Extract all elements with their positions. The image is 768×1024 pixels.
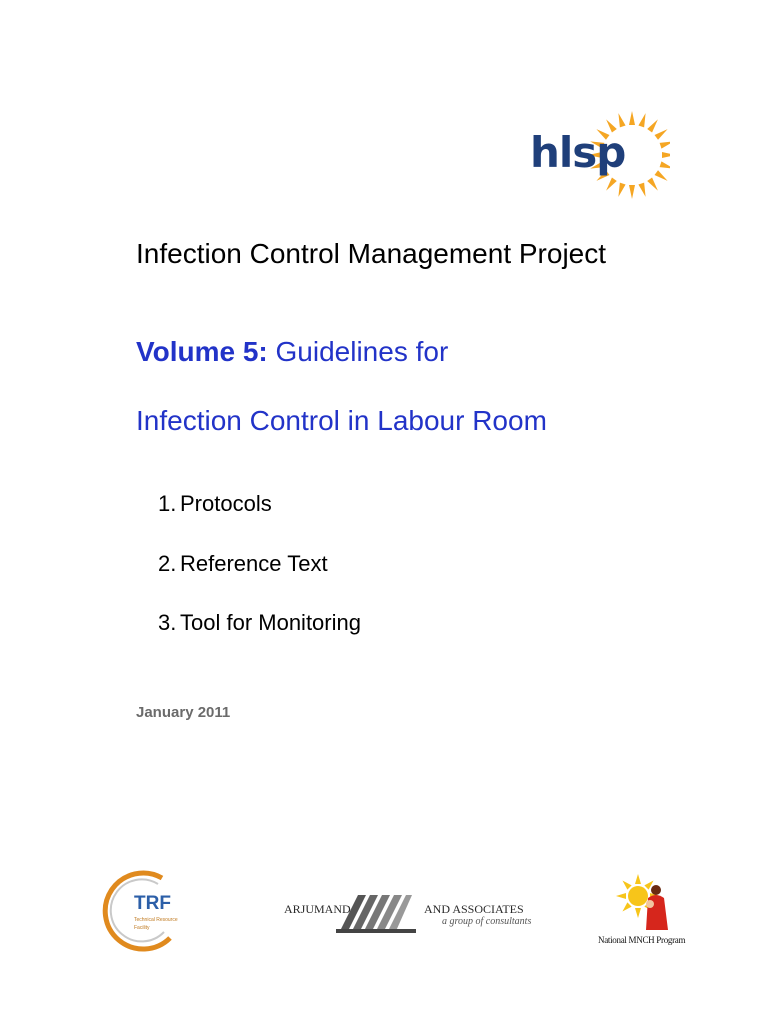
hlsp-logo-text: hlsp [530, 128, 626, 177]
list-item-label: Protocols [180, 491, 272, 516]
trf-logo-subtext: Facility [134, 925, 150, 931]
list-item [158, 551, 328, 577]
mnch-logo-text: National MNCH Program [598, 935, 686, 945]
list-item-number: 3. [158, 610, 177, 635]
volume-label: Volume 5: [136, 336, 268, 367]
arjumand-logo-name: AND ASSOCIATES [424, 902, 524, 916]
publication-date: January 2011 [136, 704, 231, 721]
trf-logo-subtext: Technical Resource [134, 917, 178, 923]
volume-heading [136, 336, 448, 368]
list-item [158, 610, 361, 636]
list-item-label: Reference Text [180, 551, 328, 576]
list-item-number: 2. [158, 551, 177, 576]
list-item-number: 1. [158, 491, 177, 516]
list-item [158, 491, 272, 517]
trf-logo-text: TRF [134, 893, 171, 914]
arjumand-logo-tagline: a group of consultants [442, 916, 532, 927]
mnch-sun-mother-icon [612, 872, 682, 934]
volume-title: Guidelines for [275, 336, 449, 367]
project-title: Infection Control Management Project [136, 238, 607, 269]
volume-subtitle: Infection Control in Labour Room [136, 405, 547, 436]
arjumand-logo-name: ARJUMAND [284, 902, 351, 916]
arjumand-arches-icon [336, 891, 416, 935]
list-item-label: Tool for Monitoring [180, 610, 361, 635]
